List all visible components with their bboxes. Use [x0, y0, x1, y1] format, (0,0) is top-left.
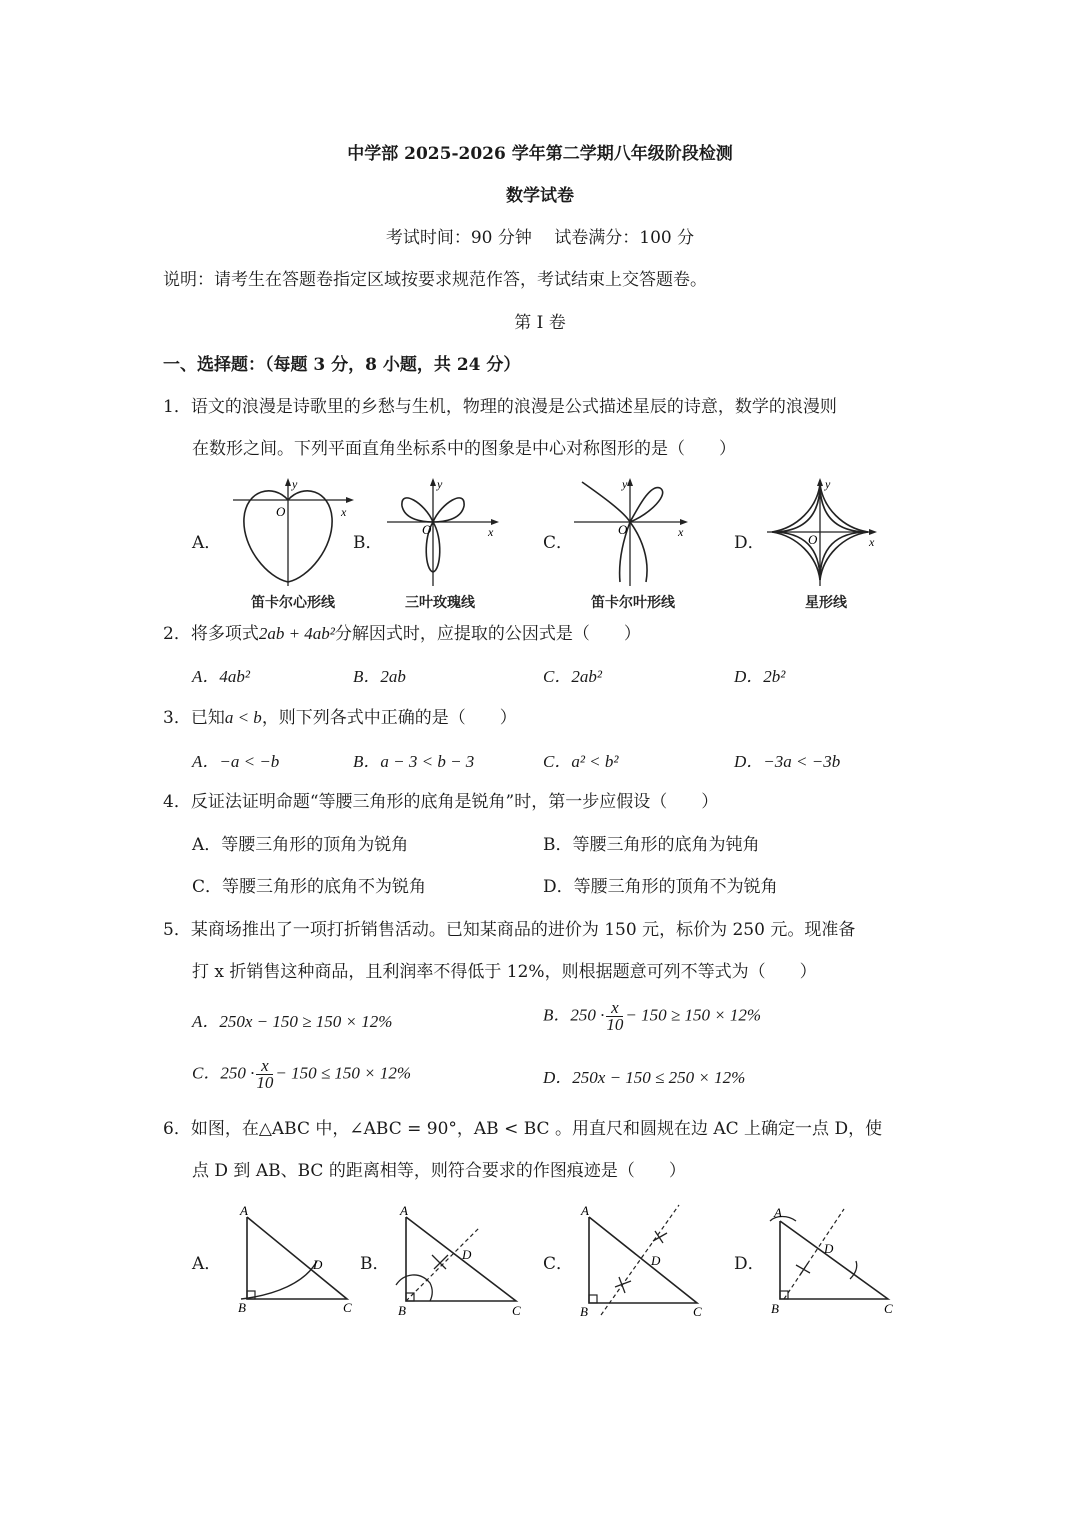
triangle-figure-c [575, 1203, 710, 1318]
q1-stem-line1: 1．语文的浪漫是诗歌里的乡愁与生机，物理的浪漫是公式描述星辰的诗意，数学的浪漫则 [163, 397, 837, 417]
svg-text:D: D [313, 1257, 323, 1272]
svg-text:B: B [771, 1301, 779, 1316]
svg-text:y: y [292, 478, 298, 491]
q4-option-c: C．等腰三角形的底角不为锐角 [192, 877, 427, 897]
q5-stem-line1: 5．某商场推出了一项打折销售活动。已知某商品的进价为 150 元，标价为 250 元。现准备 [163, 920, 856, 940]
q3-option-d: D．−3a < −3b [734, 752, 841, 771]
svg-text:x: x [341, 505, 347, 519]
q6-stem-line1: 6．如图，在△ABC 中，∠ABC = 90°，AB < BC 。用直尺和圆规在边 AC 上确定一点 D，使 [163, 1119, 883, 1139]
q1-stem-line2: 在数形之间。下列平面直角坐标系中的图象是中心对称图形的是（ ） [192, 439, 736, 459]
q6-option-d-label: D． [734, 1254, 765, 1274]
q3-option-a: A．−a < −b [192, 752, 280, 771]
svg-text:x: x [488, 525, 494, 539]
q4-option-b: B．等腰三角形的底角为钝角 [543, 835, 760, 855]
svg-text:y: y [622, 478, 628, 491]
q6-option-b-label: B． [360, 1254, 390, 1274]
volume-label: 第 I 卷 [514, 313, 566, 333]
exam-subtitle: 数学试卷 [506, 186, 574, 206]
q5-option-c: C．250 · $\frac{x}{10}$ − 150 ≤ 150 × 12% [192, 1056, 412, 1092]
q5-option-d: D．250x − 150 ≤ 250 × 12% [543, 1068, 746, 1087]
q1-option-c-label: C． [543, 533, 574, 553]
q3-option-c: C．a² < b² [543, 752, 619, 771]
q1-option-b-label: B． [353, 533, 383, 553]
svg-text:D: D [462, 1247, 472, 1262]
exam-note: 说明：请考生在答题卷指定区域按要求规范作答，考试结束上交答题卷。 [163, 270, 707, 290]
q5-stem-line2: 打 x 折销售这种商品，且利润率不得低于 12%，则根据题意可列不等式为（ ） [192, 962, 817, 982]
q2-stem: 2．将多项式2ab + 4ab²分解因式时，应提取的公因式是（ ） [163, 624, 641, 644]
svg-text:B: B [398, 1303, 406, 1318]
svg-text:O: O [276, 504, 286, 519]
q6-stem-line2: 点 D 到 AB、BC 的距离相等，则符合要求的作图痕迹是（ ） [192, 1161, 686, 1181]
svg-text:A: A [240, 1203, 248, 1218]
q4-option-a: A．等腰三角形的顶角为锐角 [192, 835, 409, 855]
astroid-figure [765, 478, 887, 590]
svg-text:y: y [825, 478, 831, 491]
svg-text:B: B [238, 1300, 246, 1315]
svg-text:A: A [581, 1203, 589, 1218]
q2-option-b: B．2ab [353, 667, 406, 686]
q5-option-b: B．250 · $\frac{x}{10}$ − 150 ≥ 150 × 12% [543, 998, 762, 1034]
svg-text:B: B [580, 1304, 588, 1318]
q4-option-d: D．等腰三角形的顶角不为锐角 [543, 877, 778, 897]
q2-option-d: D．2b² [734, 667, 786, 686]
q6-option-c-label: C． [543, 1254, 574, 1274]
q2-option-c: C．2ab² [543, 667, 602, 686]
q3-stem: 3．已知a < b，则下列各式中正确的是（ ） [163, 708, 517, 728]
triangle-figure-b [390, 1203, 530, 1318]
q4-stem: 4．反证法证明命题“等腰三角形的底角是锐角”时，第一步应假设（ ） [163, 792, 719, 812]
q2-option-a: A．4ab² [192, 667, 250, 686]
svg-text:D: D [824, 1241, 834, 1256]
svg-text:A: A [774, 1205, 782, 1220]
q1-caption-d: 星形线 [805, 595, 847, 611]
exam-info: 考试时间：90 分钟 试卷满分：100 分 [385, 228, 695, 248]
svg-text:y: y [437, 478, 443, 491]
svg-text:C: C [343, 1300, 352, 1315]
svg-text:C: C [512, 1303, 521, 1318]
q5-option-a: A．250x − 150 ≥ 150 × 12% [192, 1012, 393, 1031]
svg-text:O: O [618, 522, 628, 537]
triangle-figure-d [766, 1203, 901, 1318]
svg-text:O: O [422, 522, 432, 537]
cardioid-figure [228, 478, 358, 590]
svg-text:x: x [869, 535, 875, 549]
q1-caption-b: 三叶玫瑰线 [405, 595, 475, 611]
folium-figure [572, 478, 694, 590]
section-heading: 一、选择题：（每题 3 分，8 小题，共 24 分） [163, 355, 521, 375]
three-leaf-rose-figure [385, 478, 505, 590]
svg-text:A: A [400, 1203, 408, 1218]
q1-option-a-label: A． [192, 533, 222, 553]
q1-caption-a: 笛卡尔心形线 [251, 595, 335, 611]
exam-title: 中学部 2025-2026 学年第二学期八年级阶段检测 [347, 144, 733, 164]
triangle-figure-a [225, 1203, 360, 1318]
svg-text:C: C [693, 1304, 702, 1318]
q1-option-d-label: D． [734, 533, 765, 553]
svg-text:D: D [651, 1253, 661, 1268]
svg-text:O: O [808, 532, 818, 547]
q3-option-b: B．a − 3 < b − 3 [353, 752, 475, 771]
q1-caption-c: 笛卡尔叶形线 [591, 595, 675, 611]
svg-text:x: x [678, 525, 684, 539]
q6-option-a-label: A． [192, 1254, 222, 1274]
svg-text:C: C [884, 1301, 893, 1316]
